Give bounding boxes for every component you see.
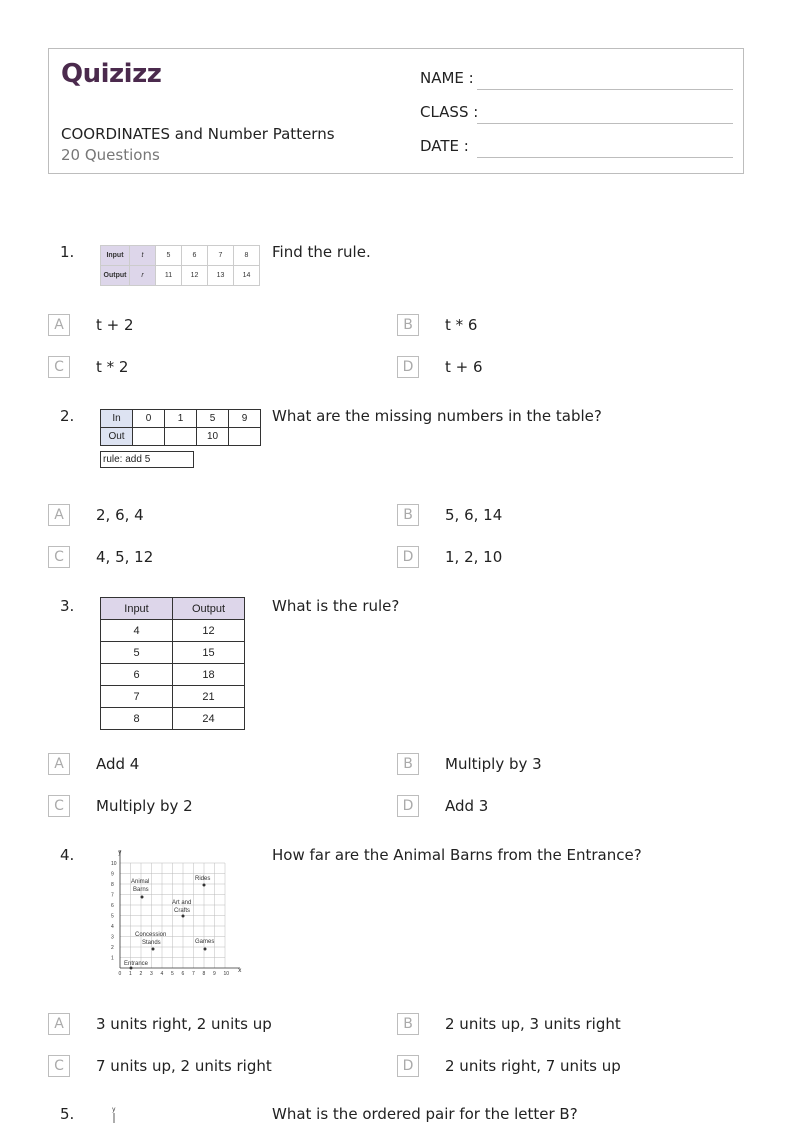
option-c-box[interactable]: C [48, 356, 70, 378]
y-tick-label: 6 [111, 903, 114, 909]
option-a-text[interactable]: Add 4 [96, 755, 140, 773]
option-b-box[interactable]: B [397, 1013, 419, 1035]
table-cell [165, 428, 197, 446]
y-tick-label: 4 [111, 924, 114, 930]
y-tick-label: 5 [111, 913, 114, 920]
name-label: NAME : [420, 69, 474, 87]
table-cell: 24 [173, 708, 245, 730]
table-cell: 5 [197, 410, 229, 428]
option-a-box[interactable]: A [48, 314, 70, 336]
table-cell: r [130, 266, 156, 286]
option-d-text[interactable]: Add 3 [445, 797, 489, 815]
question-count: 20 Questions [61, 146, 160, 164]
question-number: 3. [60, 597, 75, 615]
x-tick-label: 2 [139, 971, 143, 977]
map-label: Games [195, 939, 215, 945]
x-tick-label: 8 [202, 971, 206, 977]
table-cell: 11 [156, 266, 182, 286]
question-number: 1. [60, 243, 75, 261]
question-text: Find the rule. [272, 243, 371, 261]
x-tick-label: 10 [223, 971, 230, 977]
option-c-box[interactable]: C [48, 546, 70, 568]
option-d-text[interactable]: 2 units right, 7 units up [445, 1057, 621, 1075]
option-d-box[interactable]: D [397, 546, 419, 568]
x-tick-label: 7 [192, 971, 195, 977]
y-tick-label: 1 [111, 955, 114, 962]
option-d-text[interactable]: t + 6 [445, 358, 483, 376]
map-label: Entrance [124, 961, 149, 967]
option-a-box[interactable]: A [48, 1013, 70, 1035]
y-tick-label: 2 [111, 945, 114, 951]
question-number: 4. [60, 846, 75, 864]
map-x-axis-label: x [238, 967, 242, 974]
name-line[interactable] [477, 89, 733, 90]
park-map-grid [108, 848, 248, 978]
grid-y-axis-label: y [112, 1106, 116, 1113]
question-image-table [100, 245, 260, 286]
x-tick-label: 5 [171, 971, 174, 977]
question-image-table [100, 409, 261, 446]
table-cell: 12 [173, 620, 245, 642]
table-cell: 7 [101, 686, 173, 708]
option-d-box[interactable]: D [397, 795, 419, 817]
map-label: Rides [195, 876, 211, 882]
y-tick-label: 9 [111, 871, 114, 878]
quizizz-logo: Quizizz [61, 59, 162, 89]
option-c-text[interactable]: 7 units up, 2 units right [96, 1057, 272, 1075]
table-cell: 8 [234, 246, 260, 266]
table-cell: 21 [173, 686, 245, 708]
table-cell: 1 [165, 410, 197, 428]
table-header: Input [101, 598, 173, 620]
map-label: Stands [142, 940, 161, 946]
table-cell: 7 [208, 246, 234, 266]
option-d-box[interactable]: D [397, 1055, 419, 1077]
y-tick-label: 3 [111, 934, 114, 941]
option-a-text[interactable]: t + 2 [96, 316, 134, 334]
option-b-text[interactable]: Multiply by 3 [445, 755, 542, 773]
table-cell: 18 [173, 664, 245, 686]
option-b-text[interactable]: t * 6 [445, 316, 478, 334]
option-c-box[interactable]: C [48, 795, 70, 817]
option-b-text[interactable]: 5, 6, 14 [445, 506, 503, 524]
option-a-box[interactable]: A [48, 753, 70, 775]
map-point [130, 967, 133, 970]
option-c-text[interactable]: t * 2 [96, 358, 129, 376]
map-label: Crafts [174, 908, 191, 914]
table-cell: 5 [101, 642, 173, 664]
map-label: Animal [131, 879, 150, 885]
x-tick-label: 9 [213, 971, 216, 977]
question-text: What are the missing numbers in the table? [272, 407, 602, 425]
x-tick-label: 4 [160, 971, 164, 977]
table-cell: 15 [173, 642, 245, 664]
table-cell [133, 428, 165, 446]
option-a-box[interactable]: A [48, 504, 70, 526]
class-label: CLASS : [420, 103, 479, 121]
table-cell: 9 [229, 410, 261, 428]
option-b-box[interactable]: B [397, 504, 419, 526]
x-tick-label: 3 [150, 971, 153, 977]
worksheet-title: COORDINATES and Number Patterns [61, 125, 335, 143]
table-cell: Input [101, 246, 130, 266]
y-tick-label: 10 [111, 861, 117, 867]
option-c-text[interactable]: 4, 5, 12 [96, 548, 154, 566]
map-point [141, 896, 144, 899]
map-point [204, 948, 207, 951]
class-line[interactable] [477, 123, 733, 124]
table-cell: 14 [234, 266, 260, 286]
question-text: What is the rule? [272, 597, 400, 615]
option-b-box[interactable]: B [397, 314, 419, 336]
option-c-box[interactable]: C [48, 1055, 70, 1077]
map-label: Concession [135, 932, 167, 938]
table-cell: 8 [101, 708, 173, 730]
map-label: Art and [172, 900, 192, 906]
option-b-text[interactable]: 2 units up, 3 units right [445, 1015, 621, 1033]
table-cell: Out [101, 428, 133, 446]
option-b-box[interactable]: B [397, 753, 419, 775]
date-line[interactable] [477, 157, 733, 158]
table-cell: 0 [133, 410, 165, 428]
option-a-text[interactable]: 2, 6, 4 [96, 506, 144, 524]
question-text: How far are the Animal Barns from the Entrance? [272, 846, 642, 864]
rule-label: rule: add 5 [100, 451, 194, 468]
question-number: 2. [60, 407, 75, 425]
date-label: DATE : [420, 137, 469, 155]
question-text: What is the ordered pair for the letter B? [272, 1105, 578, 1123]
worksheet-header [48, 48, 744, 174]
x-tick-label: 0 [118, 971, 122, 977]
question-image-table [100, 597, 245, 730]
map-point [203, 884, 206, 887]
table-cell: 12 [182, 266, 208, 286]
x-tick-label: 6 [181, 971, 185, 977]
table-cell: 6 [182, 246, 208, 266]
option-a-text[interactable]: 3 units right, 2 units up [96, 1015, 272, 1033]
coordinate-grid-image [100, 1104, 140, 1123]
table-cell: t [130, 246, 156, 266]
table-cell: In [101, 410, 133, 428]
table-cell: 10 [197, 428, 229, 446]
map-point [152, 948, 155, 951]
table-cell: 13 [208, 266, 234, 286]
x-tick-label: 1 [129, 971, 132, 977]
question-number: 5. [60, 1105, 75, 1123]
option-d-text[interactable]: 1, 2, 10 [445, 548, 503, 566]
map-point [182, 915, 185, 918]
table-header: Output [173, 598, 245, 620]
table-cell: 4 [101, 620, 173, 642]
table-cell [229, 428, 261, 446]
map-y-axis-label: y [118, 849, 122, 856]
table-cell: Output [101, 266, 130, 286]
option-d-box[interactable]: D [397, 356, 419, 378]
y-tick-label: 8 [111, 882, 114, 888]
table-cell: 5 [156, 246, 182, 266]
option-c-text[interactable]: Multiply by 2 [96, 797, 193, 815]
map-label: Barns [133, 887, 149, 893]
y-tick-label: 7 [111, 892, 114, 899]
table-cell: 6 [101, 664, 173, 686]
